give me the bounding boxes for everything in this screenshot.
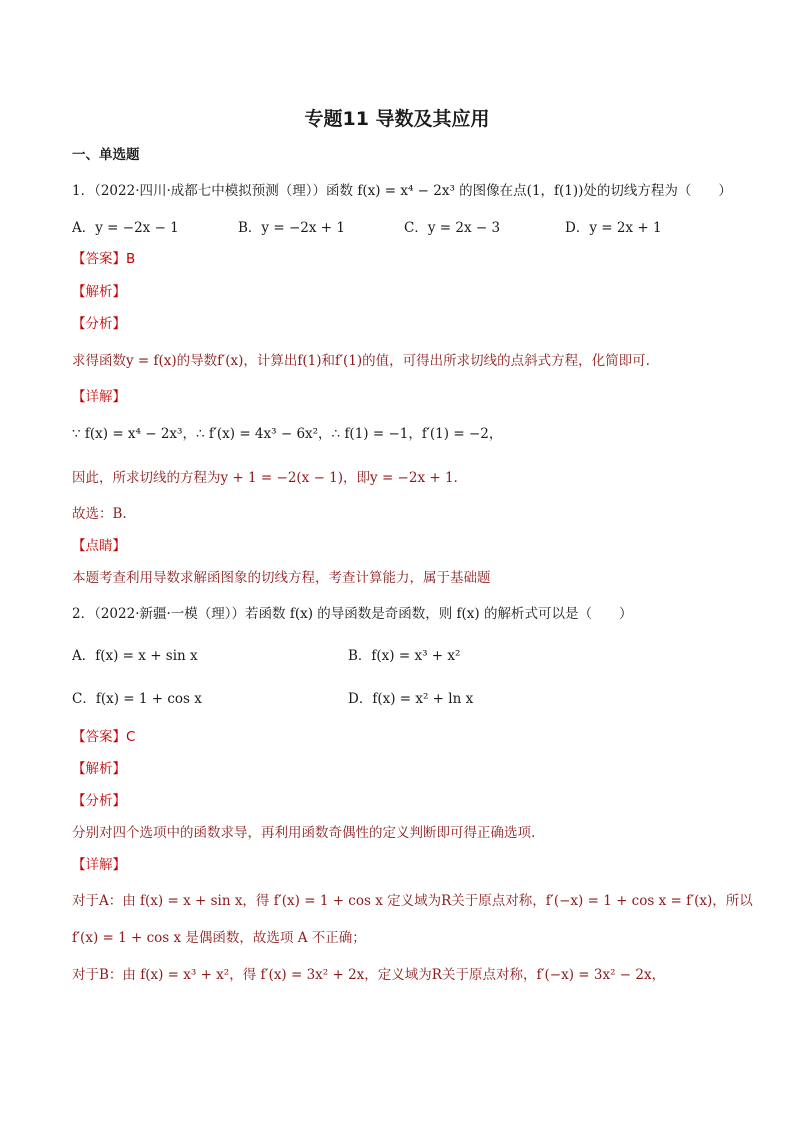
q2-option-d: D．f(x) = x² + ln x bbox=[348, 691, 474, 707]
q2-detail-line-2: f′(x) = 1 + cos x 是偶函数，故选项 A 不正确； bbox=[72, 930, 366, 946]
q1-answer: 【答案】B bbox=[72, 251, 136, 267]
section-heading: 一、单选题 bbox=[72, 147, 140, 163]
q1-analysis-header: 【解析】 bbox=[72, 284, 126, 300]
q2-fenxi-text: 分别对四个选项中的函数求导，再利用函数奇偶性的定义判断即可得正确选项. bbox=[72, 825, 536, 841]
q2-detail-line-3: 对于B：由 f(x) = x³ + x²，得 f′(x) = 3x² + 2x，定义域为R关于原点对称，f′(−x) = 3x² − 2x， bbox=[72, 967, 666, 983]
q2-option-b: B．f(x) = x³ + x² bbox=[348, 648, 461, 664]
q2-option-a: A．f(x) = x + sin x bbox=[72, 648, 198, 664]
q1-option-b: B．y = −2x + 1 bbox=[238, 220, 345, 236]
q2-detail-line-1: 对于A：由 f(x) = x + sin x，得 f′(x) = 1 + cos x 定义域为R关于原点对称，f′(−x) = 1 + cos x = f′(x)，所以 bbox=[72, 893, 753, 909]
q1-option-a: A．y = −2x − 1 bbox=[72, 220, 179, 236]
q1-fenxi-header: 【分析】 bbox=[72, 316, 126, 332]
q1-option-c: C．y = 2x − 3 bbox=[404, 220, 501, 236]
q1-fenxi-text: 求得函数y = f(x)的导数f′(x)，计算出f(1)和f′(1)的值，可得出所求切线的点斜式方程，化简即可. bbox=[72, 353, 650, 369]
q1-detail-line-2: 因此，所求切线的方程为y + 1 = −2(x − 1)，即y = −2x + 1. bbox=[72, 470, 458, 486]
q1-detail-line-1: ∵ f(x) = x⁴ − 2x³，∴ f′(x) = 4x³ − 6x²，∴ f(1) = −1，f′(1) = −2， bbox=[72, 426, 503, 442]
q1-option-d: D．y = 2x + 1 bbox=[565, 220, 662, 236]
page-title: 专题11 导数及其应用 bbox=[304, 108, 490, 130]
q2-fenxi-header: 【分析】 bbox=[72, 793, 126, 809]
q2-option-c: C．f(x) = 1 + cos x bbox=[72, 691, 202, 707]
q2-answer: 【答案】C bbox=[72, 729, 136, 745]
q2-analysis-header: 【解析】 bbox=[72, 761, 126, 777]
q1-detail-header: 【详解】 bbox=[72, 389, 126, 405]
q1-stem: 1．（2022·四川·成都七中模拟预测（理））函数 f(x) = x⁴ − 2x³ 的图像在点(1，f(1))处的切线方程为（ ） bbox=[72, 183, 732, 199]
q2-detail-header: 【详解】 bbox=[72, 857, 126, 873]
q1-dianjing-header: 【点睛】 bbox=[72, 538, 126, 554]
q2-stem: 2．（2022·新疆·一模（理））若函数 f(x) 的导函数是奇函数，则 f(x) 的解析式可以是（ ） bbox=[72, 606, 633, 622]
q1-dianjing-text: 本题考查利用导数求解函图象的切线方程，考查计算能力，属于基础题 bbox=[72, 570, 491, 586]
q1-detail-line-3: 故选：B. bbox=[72, 506, 127, 522]
